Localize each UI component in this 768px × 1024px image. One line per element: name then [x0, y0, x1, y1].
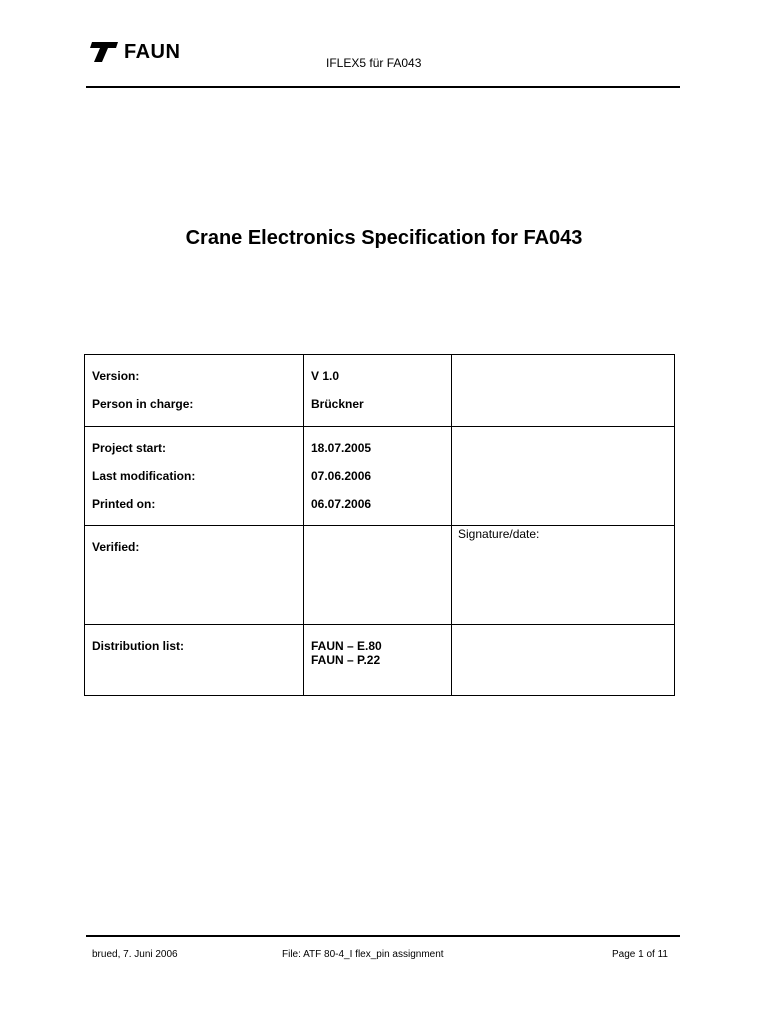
distribution-item: FAUN – P.22: [311, 653, 381, 667]
faun-logo-icon: [90, 42, 118, 62]
table-cell-empty: [304, 526, 452, 625]
table-row: [85, 355, 675, 427]
version-label: Version:: [92, 369, 140, 383]
table-cell: [85, 355, 304, 427]
signature-date-label: Signature/date:: [458, 527, 540, 541]
last-modification-label: Last modification:: [92, 469, 196, 483]
table-cell: [304, 427, 452, 526]
project-start-value: 18.07.2005: [311, 441, 372, 455]
logo-text: FAUN: [124, 41, 181, 63]
footer-page-number: Page 1 of 11: [612, 949, 668, 960]
printed-on-value: 06.07.2006: [311, 497, 372, 511]
person-value: Brückner: [311, 397, 364, 411]
project-start-label: Project start:: [92, 441, 167, 455]
printed-on-label: Printed on:: [92, 497, 156, 511]
verified-label: Verified:: [92, 540, 140, 554]
table-cell-empty: [452, 625, 675, 696]
table-cell: [304, 625, 452, 696]
version-value: V 1.0: [311, 369, 340, 383]
person-label: Person in charge:: [92, 397, 194, 411]
faun-logo: [90, 42, 180, 62]
table-cell: [304, 355, 452, 427]
distribution-label: Distribution list:: [92, 639, 184, 653]
page-header: [86, 40, 680, 88]
last-modification-value: 07.06.2006: [311, 469, 372, 483]
table-row: [85, 427, 675, 526]
page-footer: [86, 935, 680, 967]
table-cell: [85, 427, 304, 526]
info-table: [84, 354, 675, 696]
header-doc-title: IFLEX5 für FA043: [326, 56, 422, 70]
footer-file-name: File: ATF 80-4_I flex_pin assignment: [282, 949, 444, 960]
table-row: [85, 625, 675, 696]
page-title: Crane Electronics Specification for FA043: [185, 227, 583, 249]
signature-cell: [452, 526, 675, 625]
table-cell-empty: [452, 355, 675, 427]
distribution-item: FAUN – E.80: [311, 639, 382, 653]
table-cell: [85, 625, 304, 696]
table-row: [85, 526, 675, 625]
table-cell: [85, 526, 304, 625]
footer-author-date: brued, 7. Juni 2006: [92, 949, 178, 960]
table-cell-empty: [452, 427, 675, 526]
